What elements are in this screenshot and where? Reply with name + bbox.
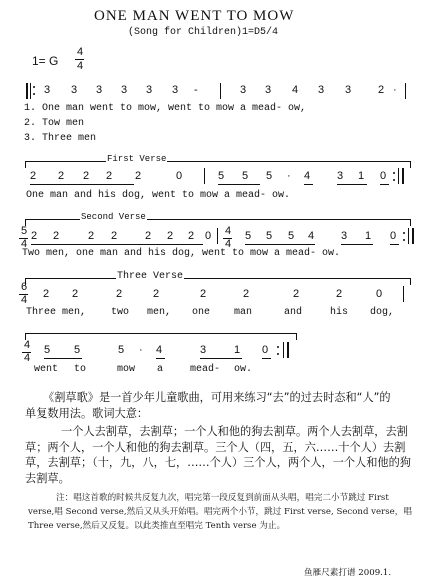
line1-lyrics-3: 3. Three men	[24, 133, 97, 144]
note: 0	[380, 170, 387, 182]
lyric: and	[284, 307, 303, 318]
note: 3	[44, 84, 51, 96]
note: 2	[116, 288, 123, 300]
time-sig-numerator: 5	[20, 225, 28, 237]
lyric: one	[192, 307, 211, 318]
note: 4	[292, 84, 299, 96]
note: 5	[218, 170, 225, 182]
lyrics-meaning-paragraph: 一个人去割草，去割草；一个人和他的狗去割草。两个人去割草，去割草；两个人，一个人和他的狗去割草。三个人（四，五，六……十个人）去割草，去割草；（十，九，八，七，……个人）三个人，两个人，一个人和他的狗去割草。	[25, 425, 411, 485]
key-signature: 1= G	[32, 54, 59, 68]
note: 2	[293, 288, 300, 300]
note: ·	[287, 170, 291, 182]
note: 3	[96, 84, 103, 96]
line1-lyrics-2: 2. Tow men	[24, 118, 85, 129]
lyric: dog,	[370, 307, 395, 318]
note: 2	[111, 230, 118, 242]
note: 2	[153, 288, 160, 300]
note: 3	[200, 344, 207, 356]
time-sig-numerator: 6	[20, 281, 28, 293]
note: 5	[242, 170, 249, 182]
note: 2	[43, 288, 50, 300]
lyric: to	[74, 364, 87, 375]
intro-paragraph: 《割草歌》是一首少年儿童歌曲，可用来练习“去”的过去时态和“人”的单复数用法。歌词大意：	[25, 391, 391, 420]
note: 2	[53, 230, 60, 242]
note: 3	[318, 84, 325, 96]
lyric: his	[330, 307, 349, 318]
lyric: ow.	[234, 364, 253, 375]
note: 3	[121, 84, 128, 96]
line1-lyrics-1: 1. One man went to mow, went to mow a mead- ow,	[24, 103, 307, 114]
lyric: Three men,	[26, 307, 87, 318]
note-paragraph: 注：唱这首歌的时候共反复九次，唱完第一段反复到前面从头唱，唱完二小节跳过 First verse,唱 Second verse,然后又从头开始唱。唱完两个小节，跳过 First verse, Second verse，唱 Three verse,然后又反复。以此类推直至唱完 Tenth verse 为止。	[28, 493, 412, 531]
note: 3	[240, 84, 247, 96]
note: 5	[288, 230, 295, 242]
song-subtitle: (Song for Children)1=D5/4	[128, 27, 279, 38]
note: 1	[234, 344, 241, 356]
note: 2	[200, 288, 207, 300]
note: 3	[341, 230, 348, 242]
note: 5	[266, 230, 273, 242]
note: 0	[176, 170, 183, 182]
lyric: men,	[147, 307, 172, 318]
note: 3	[146, 84, 153, 96]
second-verse-label: Second Verse	[81, 212, 146, 222]
note: 0	[390, 230, 397, 242]
time-sig-numerator: 4	[23, 339, 31, 351]
lyric: two	[111, 307, 130, 318]
note: 3	[71, 84, 78, 96]
note: 2	[336, 288, 343, 300]
note: 2	[72, 288, 79, 300]
signature: 鱼雁尺素打谱 2009.1.	[304, 568, 392, 578]
note: 2	[243, 288, 250, 300]
song-title: ONE MAN WENT TO MOW	[94, 8, 295, 24]
note: 2	[83, 170, 90, 182]
note: 2	[30, 170, 37, 182]
note: 4	[308, 230, 315, 242]
first-verse-lyrics: One man and his dog, went to mow a mead- ow.	[26, 190, 291, 201]
note: 5	[74, 344, 81, 356]
note: 3	[172, 84, 179, 96]
lyric: mow	[117, 364, 136, 375]
note: 2	[378, 84, 385, 96]
time-sig-denominator: 4	[20, 294, 28, 306]
second-verse-lyrics: Two men, one man and his dog, went to mow a mead- ow.	[22, 248, 341, 259]
lyric: mead-	[190, 364, 221, 375]
note: 0	[376, 288, 383, 300]
note: 5	[118, 344, 125, 356]
note: 1	[365, 230, 372, 242]
note: 3	[265, 84, 272, 96]
note: 2	[31, 230, 38, 242]
time-sig-numerator: 4	[76, 46, 84, 58]
note: 4	[304, 170, 311, 182]
note: 2	[58, 170, 65, 182]
note: 3	[345, 84, 352, 96]
note: 1	[358, 170, 365, 182]
time-sig-numerator: 4	[224, 225, 232, 237]
note: 5	[245, 230, 252, 242]
note: 5	[44, 344, 51, 356]
time-sig-denominator: 4	[23, 352, 31, 364]
lyric: man	[234, 307, 253, 318]
note: 2	[145, 230, 152, 242]
note: 3	[337, 170, 344, 182]
lyric: a	[157, 364, 164, 375]
note: 2	[88, 230, 95, 242]
note: 2	[188, 230, 195, 242]
note: 5	[266, 170, 273, 182]
note: 4	[156, 344, 163, 356]
note: 2	[135, 170, 142, 182]
three-verse-label: Three Verse	[117, 271, 184, 282]
note: -	[194, 84, 198, 96]
lyric: went	[34, 364, 59, 375]
note: 0	[262, 344, 269, 356]
time-sig-denominator: 4	[224, 238, 232, 250]
time-sig-denominator: 4	[76, 60, 84, 72]
note: 2	[167, 230, 174, 242]
note: 2	[106, 170, 113, 182]
note: ·	[393, 84, 397, 96]
note: ·	[139, 344, 143, 356]
note: 0	[205, 230, 212, 242]
time-sig-denominator: 4	[20, 238, 28, 250]
first-verse-label: First Verse	[107, 154, 167, 164]
